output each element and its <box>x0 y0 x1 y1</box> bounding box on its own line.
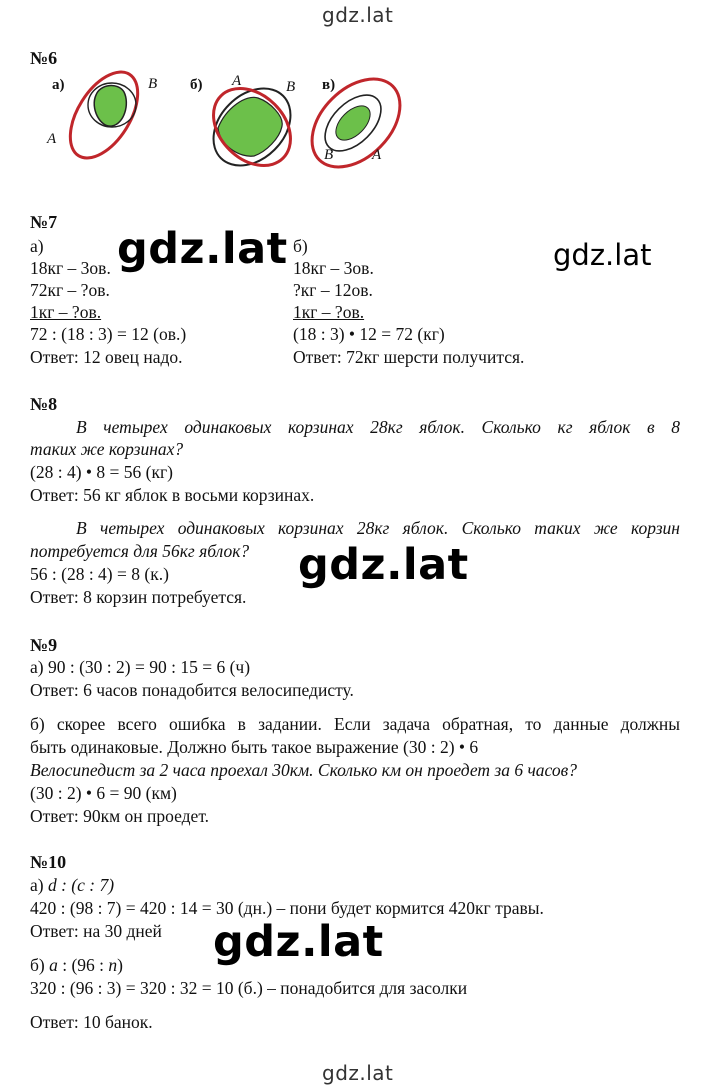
task-9b-text-line-1: б) скорее всего ошибка в задании. Если задача обратная, то данные должны <box>30 714 680 734</box>
task-7b-label: б) <box>293 236 308 256</box>
task-10a-formula: d : (c : 7) <box>47 875 115 895</box>
task-9b-problem: Велосипедист за 2 часа проехал 30км. Сколько км он проедет за 6 часов? <box>30 760 577 780</box>
task-8-problem-1-line-1: В четырех одинаковых корзинах 28кг яблок. Сколько кг яблок в 8 <box>76 417 680 437</box>
task-9b-answer: Ответ: 90км он проедет. <box>30 806 210 826</box>
task-7a-answer: Ответ: 12 овец надо. <box>30 347 183 367</box>
figure-a-label: а) <box>52 77 65 93</box>
task-10a-prefix: а) <box>30 875 48 895</box>
task-8-heading: №8 <box>30 394 58 414</box>
task-8-calculation-1: (28 : 4) • 8 = 56 (кг) <box>30 462 173 482</box>
task-9a-calculation: а) 90 : (30 : 2) = 90 : 15 = 6 (ч) <box>30 657 251 677</box>
task-9b-calculation: (30 : 2) • 6 = 90 (км) <box>30 783 177 803</box>
watermark-overlay-3: gdz.lat <box>298 540 469 590</box>
task-7b-line-2: ?кг – 12ов. <box>293 280 373 300</box>
task-7a-line-3: 1кг – ?ов. <box>30 302 102 322</box>
task-7a-line-2: 72кг – ?ов. <box>30 280 110 300</box>
task-8-problem-2-line-1: В четырех одинаковых корзинах 28кг яблок. Сколько таких же корзин <box>76 518 680 538</box>
watermark-overlay-1: gdz.lat <box>117 224 288 274</box>
task-10a-answer: Ответ: на 30 дней <box>30 921 162 941</box>
task-8-problem-2-line-2: потребуется для 56кг яблок? <box>30 541 250 561</box>
task-8-answer-2: Ответ: 8 корзин потребуется. <box>30 587 247 607</box>
figure-v-label: в) <box>322 77 336 93</box>
figure-b-label-B: B <box>286 79 296 95</box>
venn-figure-v <box>295 62 417 184</box>
task-10b-answer: Ответ: 10 банок. <box>30 1012 153 1032</box>
task-7a-line-1: 18кг – 3ов. <box>30 258 111 278</box>
task-7b-line-1: 18кг – 3ов. <box>293 258 374 278</box>
figure-v-label-B: B <box>324 147 334 163</box>
task-7a-label: а) <box>30 236 44 256</box>
task-9b-text-line-2: быть одинаковые. Должно быть такое выражение (30 : 2) • 6 <box>30 737 479 757</box>
task-10a-calculation: 420 : (98 : 7) = 420 : 14 = 30 (дн.) – пони будет кормится 420кг травы. <box>30 898 544 918</box>
set-b-fill-v <box>330 100 377 147</box>
watermark-bottom: gdz.lat <box>322 1061 394 1085</box>
task-8-answer-1: Ответ: 56 кг яблок в восьми корзинах. <box>30 485 315 505</box>
venn-figure-a <box>57 61 152 170</box>
task-10-heading: №10 <box>30 852 67 872</box>
task-6-heading: №6 <box>30 48 58 68</box>
figure-b-label: б) <box>190 77 203 93</box>
task-7b-calculation: (18 : 3) • 12 = 72 (кг) <box>293 324 445 344</box>
task-10a-expression <box>30 874 114 896</box>
figure-b-label-A: A <box>232 73 242 89</box>
task-9a-answer: Ответ: 6 часов понадобится велосипедисту. <box>30 680 354 700</box>
task-7b-line-3: 1кг – ?ов. <box>293 302 365 322</box>
task-7-heading: №7 <box>30 212 58 232</box>
task-7b-answer: Ответ: 72кг шерсти получится. <box>293 347 525 367</box>
task-9-heading: №9 <box>30 635 58 655</box>
watermark-overlay-2: gdz.lat <box>553 238 652 272</box>
task-8-problem-1-line-2: таких же корзинах? <box>30 439 184 459</box>
task-10b-var-a: a <box>49 955 58 975</box>
venn-figures <box>0 0 720 200</box>
watermark-top: gdz.lat <box>322 3 394 27</box>
task-7a-calculation: 72 : (18 : 3) = 12 (ов.) <box>30 324 187 344</box>
figure-a-label-B: B <box>148 76 158 92</box>
watermark-overlay-4: gdz.lat <box>213 917 384 967</box>
task-10b-mid: : (96 : <box>57 955 109 975</box>
task-10b-var-n: n <box>108 955 118 975</box>
task-10b-prefix: б) <box>30 955 50 975</box>
figure-v-label-A: A <box>372 147 382 163</box>
set-intersection-a <box>94 86 126 127</box>
task-10b-calculation: 320 : (96 : 3) = 320 : 32 = 10 (б.) – понадобится для засолки <box>30 978 468 998</box>
task-8-calculation-2: 56 : (28 : 4) = 8 (к.) <box>30 564 169 584</box>
task-10b-expression <box>30 954 123 976</box>
task-10b-end: ) <box>117 955 123 975</box>
figure-a-label-A: A <box>47 131 57 147</box>
